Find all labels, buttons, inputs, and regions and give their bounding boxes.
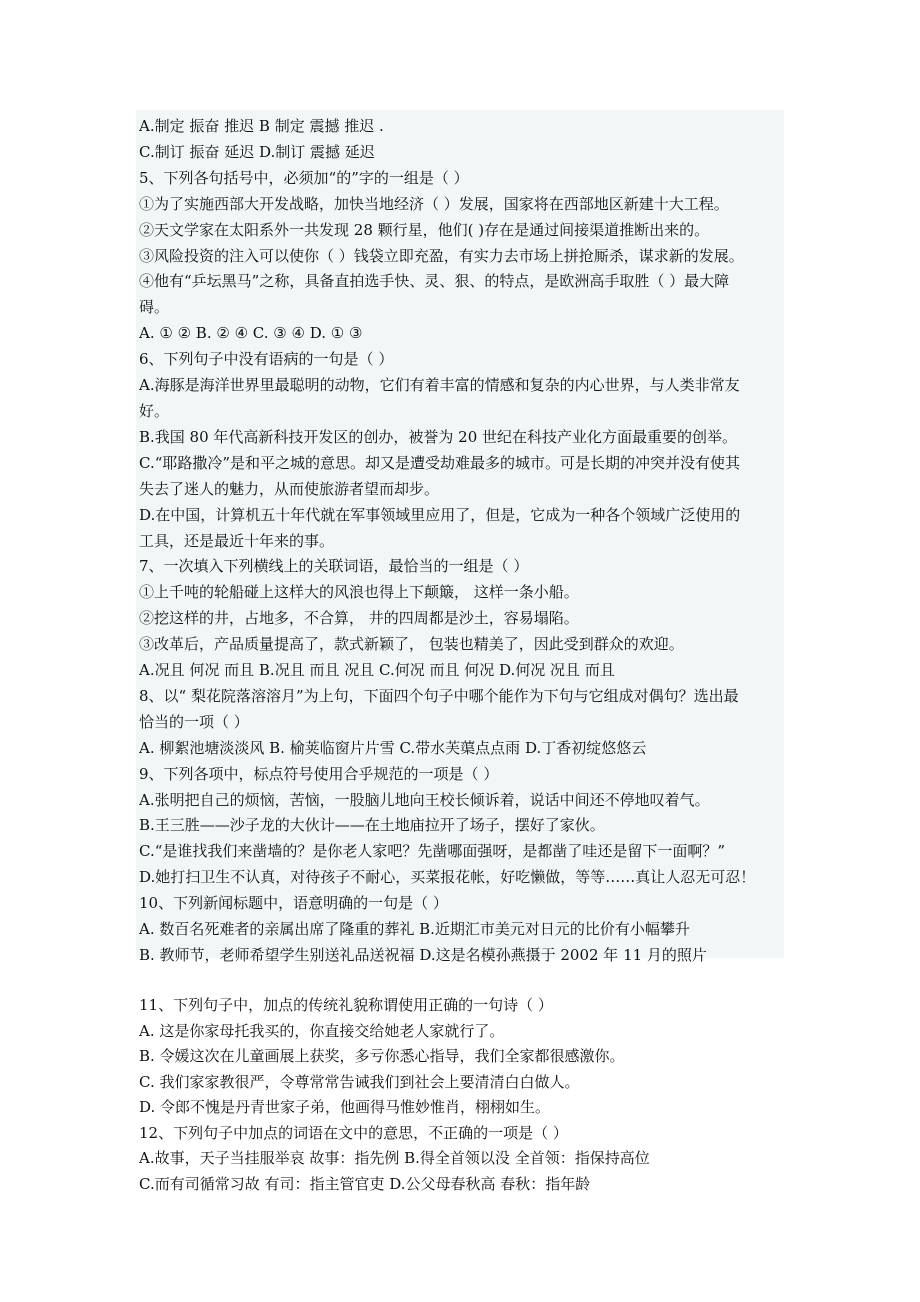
paragraph-gap — [139, 969, 784, 993]
question-block-lower — [139, 993, 784, 1198]
text-line: A. ① ② B. ② ④ C. ③ ④ D. ① ③ — [139, 324, 363, 343]
text-line: C.“是谁找我们来凿墙的？是你老人家吧？先凿哪面强呀，是都凿了哇还是留下一面啊？” — [139, 842, 726, 861]
text-line: D.她打扫卫生不认真，对待孩子不耐心，买菜报花帐，好吃懒做，等等……真让人忍无可忍！ — [139, 868, 756, 887]
text-line: 12、下列句子中加点的词语在文中的意思，不正确的一项是（ ） — [139, 1123, 568, 1142]
text-line: A.况且 何况 而且 B.况且 而且 况且 C.何况 而且 何况 D.何况 况且 而且 — [139, 661, 615, 680]
text-line: A.制定 振奋 推迟 B 制定 震撼 推迟 . — [139, 117, 384, 135]
text-line: D.在中国，计算机五十年代就在军事领域里应用了，但是，它成为一种各个领域广泛使用的 — [139, 505, 741, 524]
text-line: 5、下列各句括号中，必须加“的”字的一组是（ ） — [139, 168, 469, 187]
text-line: 失去了迷人的魅力，从而使旅游者望而却步。 — [139, 479, 440, 498]
text-line: A.海豚是海洋世界里最聪明的动物，它们有着丰富的情感和复杂的内心世界，与人类非常友 — [139, 376, 740, 395]
text-line: B.我国 80 年代高新科技开发区的创办，被誉为 20 世纪在科技产业化方面最重要的创举。 — [139, 427, 738, 446]
text-line: 10、下列新闻标题中，语意明确的一句是（ ） — [139, 894, 448, 913]
text-line: A. 这是你家母托我买的，你直接交给她老人家就行了。 — [139, 1021, 505, 1040]
text-line: ①为了实施西部大开发战略，加快当地经济（ ）发展，国家将在西部地区新建十大工程。 — [139, 194, 729, 213]
text-line: 8、以“ 梨花院落溶溶月”为上句，下面四个句子中哪个能作为下句与它组成对偶句？选出最 — [139, 686, 739, 705]
text-line: B. 令媛这次在儿童画展上获奖，多亏你悉心指导，我们全家都很感激你。 — [139, 1047, 625, 1066]
text-line: ②天文学家在太阳系外一共发现 28 颗行星，他们( )存在是通过间接渠道推断出来的。 — [139, 220, 710, 239]
text-line: A.张明把自己的烦恼，苦恼，一股脑儿地向王校长倾诉着，说话中间还不停地叹着气。 — [139, 790, 710, 809]
text-line: B. 教师节，老师希望学生别送礼品送祝福 D.这是名模孙燕摄于 2002 年 11 月的照片 — [139, 946, 707, 964]
question-block-upper — [139, 114, 784, 969]
document-content — [139, 114, 784, 1198]
text-line: D. 令郎不愧是丹青世家子弟，他画得马惟妙惟肖，栩栩如生。 — [139, 1098, 551, 1117]
text-line: 7、一次填入下列横线上的关联词语，最恰当的一组是（ ） — [139, 557, 529, 576]
text-line: 恰当的一项（ ） — [139, 712, 249, 731]
text-line: ③改革后，产品质量提高了，款式新颖了， 包装也精美了，因此受到群众的欢迎。 — [139, 635, 684, 654]
text-line: 好。 — [139, 401, 170, 420]
text-line: B.王三胜——沙子龙的大伙计——在土地庙拉开了场子，摆好了家伙。 — [139, 816, 605, 835]
text-line: 碍。 — [139, 298, 170, 317]
text-line: C. 我们家家教很严，令尊常常告诫我们到社会上要清清白白做人。 — [139, 1072, 580, 1091]
text-line: ②挖这样的井，占地多，不合算， 井的四周都是沙土，容易塌陷。 — [139, 609, 579, 628]
text-line: ④他有“乒坛黑马”之称，具备直拍选手快、灵、狠、的特点，是欧洲高手取胜（ ）最大障 — [139, 272, 730, 291]
text-line: C.而有司循常习故 有司：指主管官吏 D.公父母春秋高 春秋：指年龄 — [139, 1175, 591, 1194]
text-line: 6、下列句子中没有语病的一句是（ ） — [139, 350, 394, 369]
text-line: 11、下列句子中，加点的传统礼貌称谓使用正确的一句诗（ ） — [139, 995, 553, 1014]
text-line: C.制订 振奋 延迟 D.制订 震撼 延迟 — [139, 142, 375, 161]
text-line: 工具，还是最近十年来的事。 — [139, 531, 335, 550]
text-line: A. 数百名死难者的亲属出席了隆重的葬礼 B.近期汇市美元对日元的比价有小幅攀升 — [139, 920, 690, 939]
text-line: A.故事，天子当挂服举哀 故事：指先例 B.得全首领以没 全首领：指保持高位 — [139, 1149, 650, 1168]
text-line: ③风险投资的注入可以使你（ ）钱袋立即充盈，有实力去市场上拼抢厮杀，谋求新的发展。 — [139, 246, 744, 265]
text-line: A. 柳絮池塘淡淡风 B. 榆荚临窗片片雪 C.带水芙蕖点点雨 D.丁香初绽悠悠云 — [139, 738, 647, 757]
text-line: C.“耶路撒冷”是和平之城的意思。却又是遭受劫难最多的城市。可是长期的冲突并没有使其 — [139, 453, 741, 472]
text-line: 9、下列各项中，标点符号使用合乎规范的一项是（ ） — [139, 764, 499, 783]
text-line: ①上千吨的轮船碰上这样大的风浪也得上下颠簸， 这样一条小船。 — [139, 583, 579, 602]
